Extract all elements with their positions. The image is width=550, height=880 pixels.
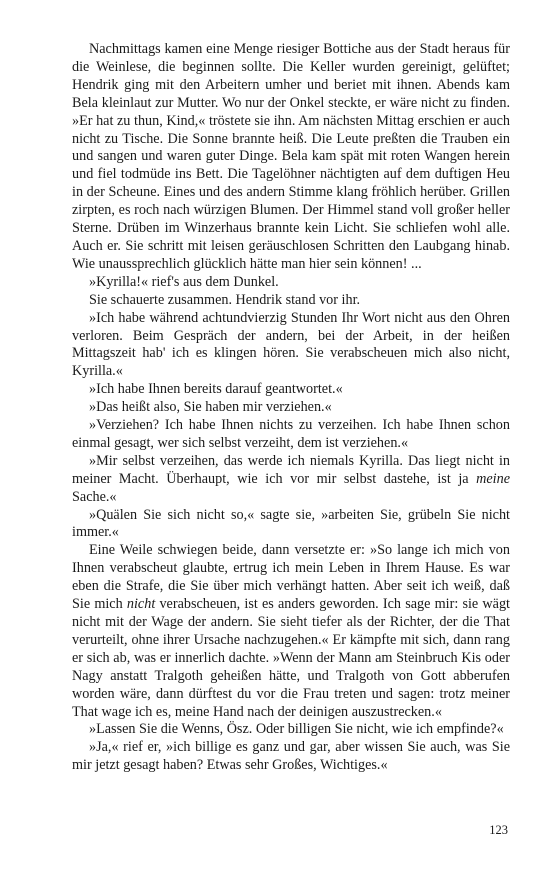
text-run: »Das heißt also, Sie haben mir verziehen.« (89, 399, 332, 416)
paragraph (72, 310, 510, 382)
text-run: Eine Weile schwiegen beide, dann versetzte er: »So lange ich mich von Ihnen verabscheut glaubte, ertrug ich mein Leben in Ihrem Hause. Es war eben die Strafe, die Sie über mich verhängt hatten. Aber seit ich weiß, daß Sie mich (72, 542, 510, 613)
book-page-text (72, 41, 510, 775)
paragraph (72, 381, 510, 399)
text-run: »Ja,« rief er, »ich billige es ganz und gar, aber wissen Sie auch, was Sie mir jetzt gesagt haben? Etwas sehr Großes, Wichtiges.« (72, 739, 510, 774)
emphasized-text: meine (476, 470, 510, 487)
paragraph (72, 41, 510, 274)
text-run: »Kyrilla!« rief's aus dem Dunkel. (89, 273, 279, 290)
paragraph (72, 739, 510, 775)
paragraph (72, 417, 510, 453)
paragraph (72, 721, 510, 739)
text-run: »Ich habe Ihnen bereits darauf geantwortet.« (89, 381, 343, 398)
text-run: »Lassen Sie die Wenns, Ösz. Oder billigen Sie nicht, wie ich empfinde?« (89, 721, 504, 738)
page-number: 123 (489, 823, 508, 837)
paragraph (72, 507, 510, 543)
text-run: Sache.« (72, 488, 117, 505)
paragraph (72, 542, 510, 721)
paragraph (72, 399, 510, 417)
text-run: »Mir selbst verzeihen, das werde ich niemals Kyrilla. Das liegt nicht in meiner Macht. Überhaupt, wie ich vor mir selbst dastehe, ist ja (72, 452, 510, 487)
text-run: Sie schauerte zusammen. Hendrik stand vor ihr. (89, 291, 361, 308)
text-run: »Quälen Sie sich nicht so,« sagte sie, »arbeiten Sie, grübeln Sie nicht immer.« (72, 506, 510, 541)
paragraph (72, 453, 510, 507)
emphasized-text: nicht (126, 596, 156, 613)
paragraph (72, 292, 510, 310)
text-run: »Verziehen? Ich habe Ihnen nichts zu verzeihen. Ich habe Ihnen schon einmal gesagt, wer sich selbst verzeiht, dem ist verziehen.« (72, 417, 510, 451)
paragraph (72, 274, 510, 292)
text-run: »Ich habe während achtundvierzig Stunden Ihr Wort nicht aus den Ohren verloren. Beim Gespräch der andern, bei der Arbeit, in der heißen Mittagszeit hab' ich es klingen hören. Sie verabscheuen mich also nicht, Kyrilla.« (72, 309, 510, 380)
text-run: verabscheuen, ist es anders geworden. Ich sage mir: sie wägt nicht mit der Wage der andern. Sie sieht tiefer als der Richter, der die That verurteilt, ohne ihrer Ursache nachzugehen.« Er kämpfte mit sich, dann rang er sich ab, was er innerlich dachte. »Wenn der Mann am Steinbruch Kis oder Nagy anstatt Tralgoth geheißen hätte, und Tralgoth von Gott abberufen worden wäre, dann dürftest du vor die Frau treten und sagen: trotz meiner That wage ich es, meine Hand nach der deinigen auszustrecken.« (72, 596, 510, 720)
text-run: Nachmittags kamen eine Menge riesiger Bottiche aus der Stadt heraus für die Weinlese, die beginnen sollte. Die Keller wurden gereinigt, gelüftet; Hendrik ging mit den Arbeitern umher und beriet mit ihnen. Abends kam Bela kleinlaut zur Mutter. Wo nur der Onkel steckte, er wäre nicht zu finden. »Er hat zu thun, Kind,« tröstete sie ihn. Am nächsten Mittag erschien er auch nicht zu Tische. Die Sonne brannte heiß. Die Leute preßten die Trauben ein und sangen und waren guter Dinge. Bela kam spät mit roten Wangen herein und fiel todmüde ins Bett. Die Tagelöhner nächtigten auf dem duftigen Heu in der Scheune. Eines und des andern Stimme klang fröhlich herüber. Grillen zirpten, es roch nach würzigen Blumen. Der Himmel stand voll großer heller Sterne. Drüben im Winzerhaus brannte kein Licht. Sie schliefen wohl alle. Auch er. Sie schritt mit leisen geräuschlosen Schritten den Laubgang hinab. Wie unaussprechlich glücklich hätte man hier sein können! ... (72, 41, 510, 272)
